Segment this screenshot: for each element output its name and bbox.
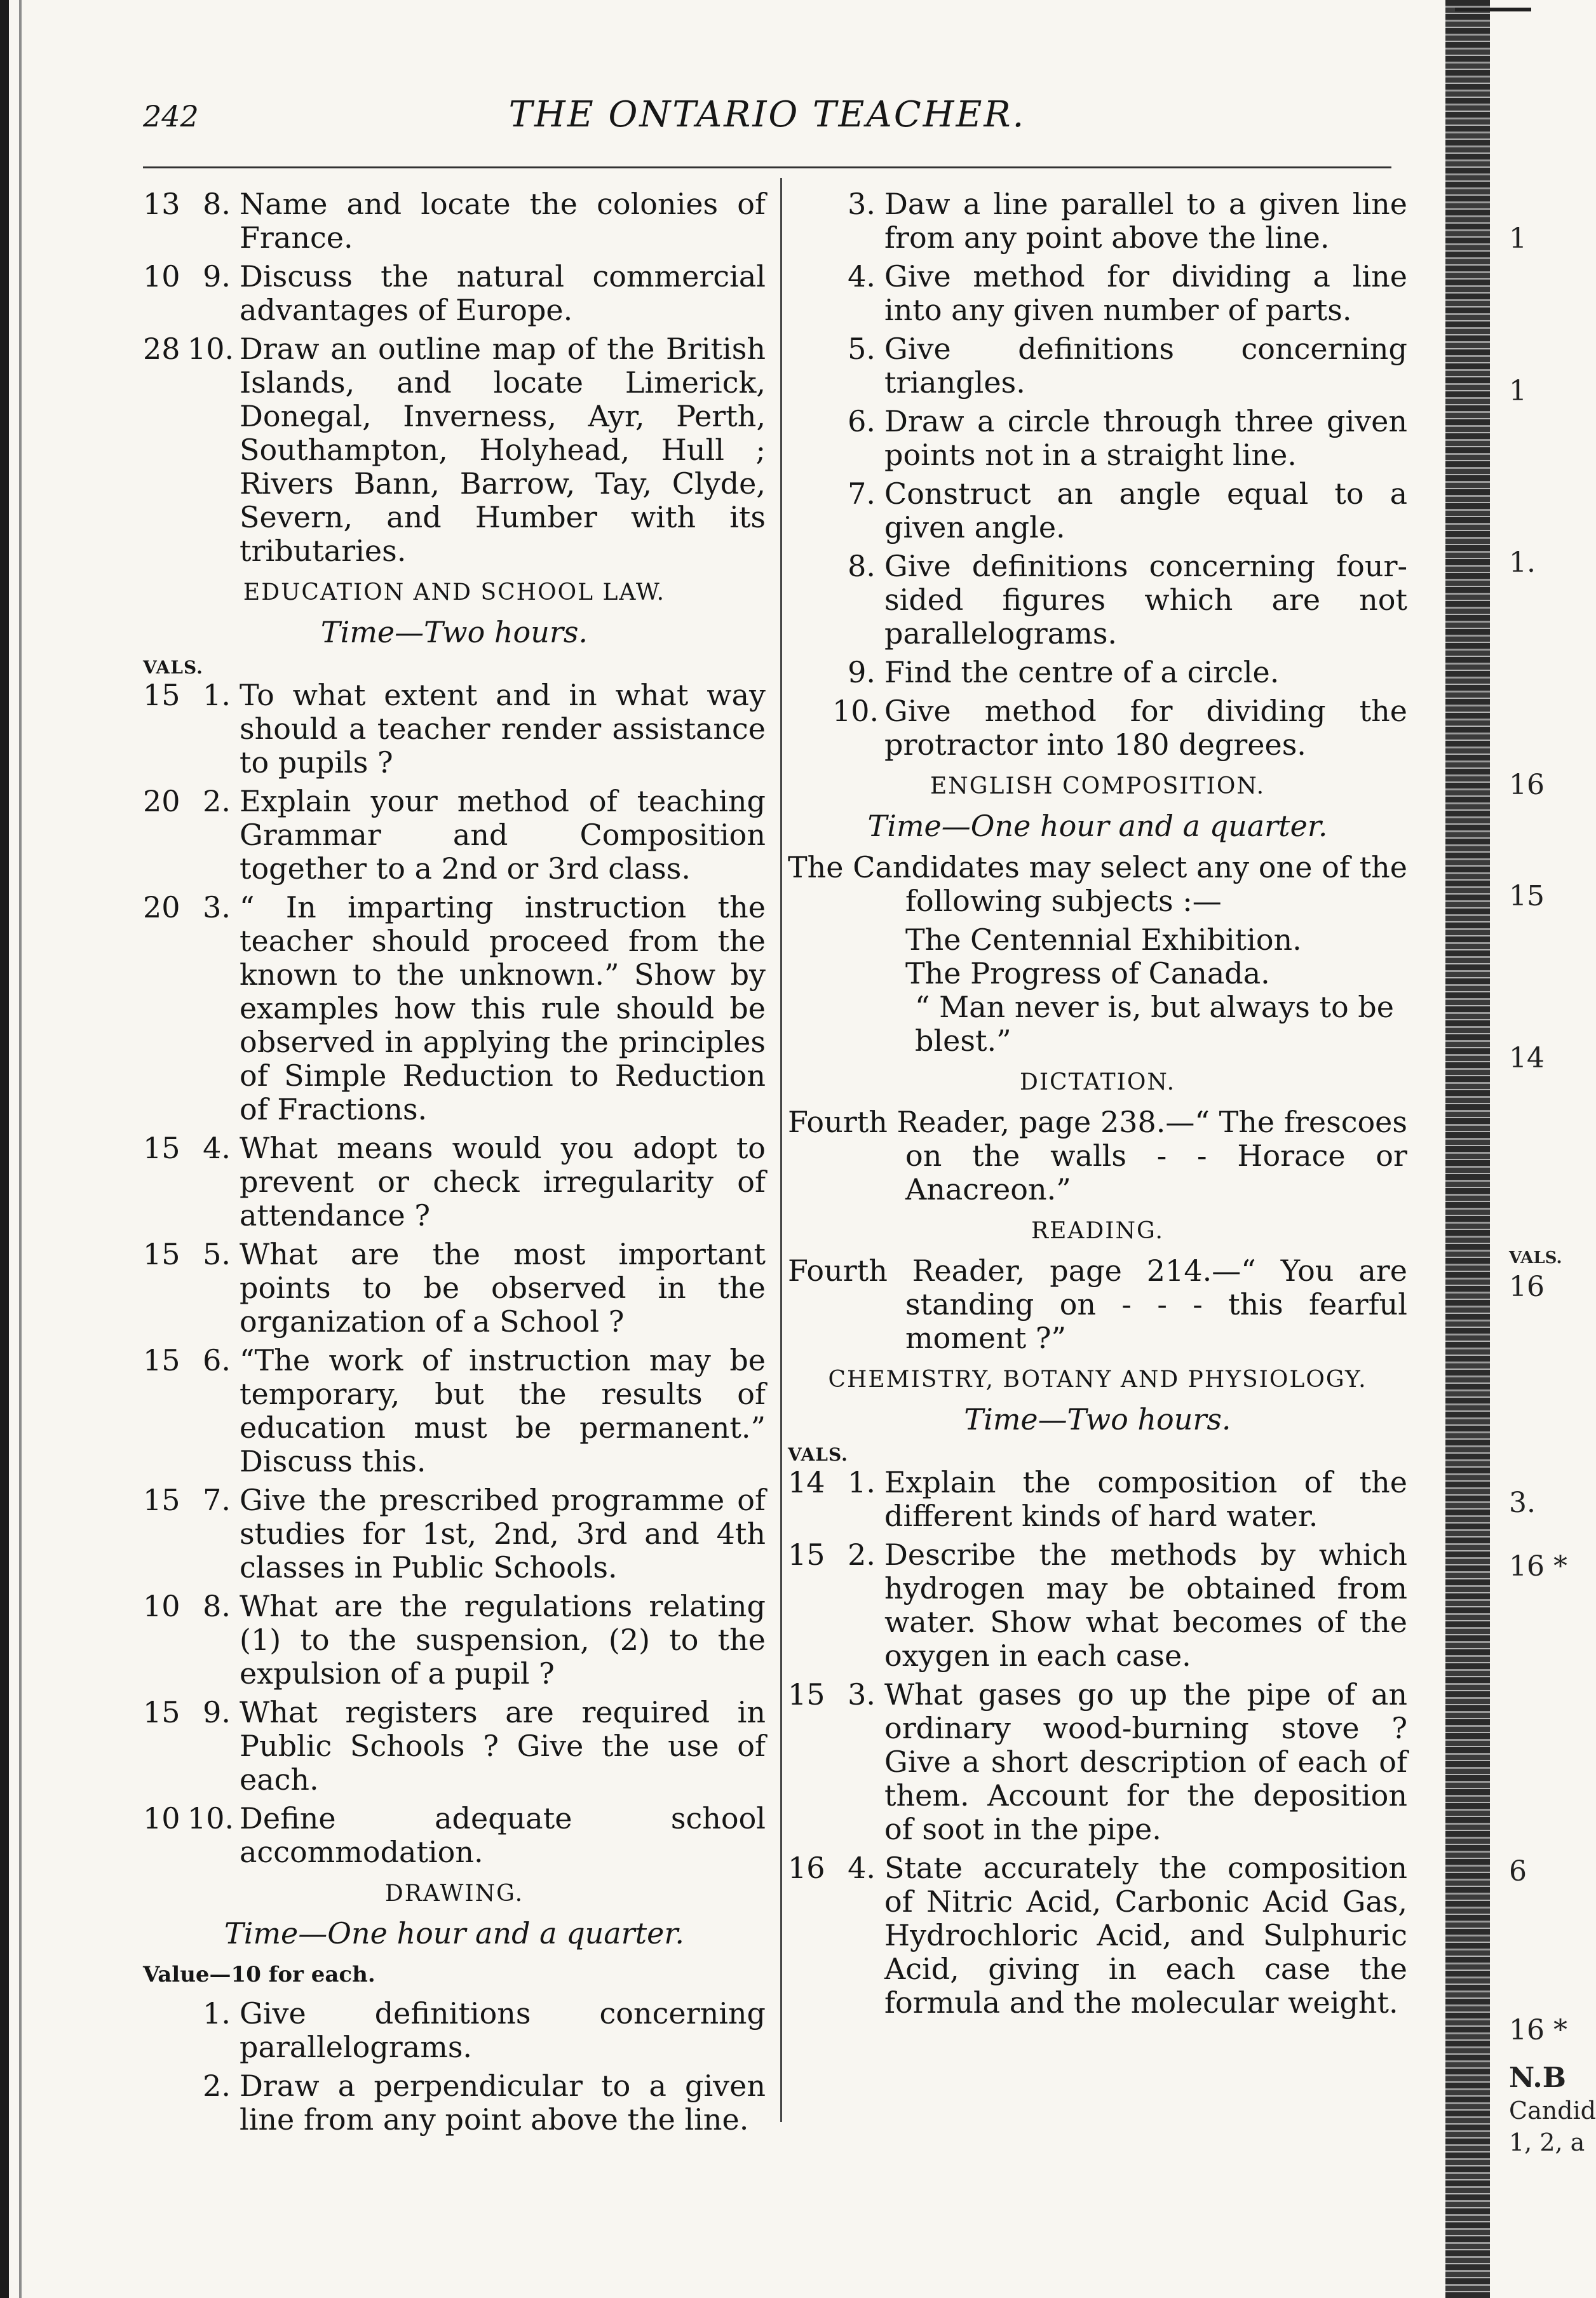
vals-label: VALS. bbox=[143, 657, 203, 678]
question-text: Name and locate the colonies of France. bbox=[240, 187, 766, 255]
question-text: Describe the methods by which hydrogen may be obtained from water. Show what becomes of the oxygen in each case. bbox=[884, 1538, 1407, 1673]
margin-fragment: 3. bbox=[1509, 1487, 1536, 1519]
question-number: 3. bbox=[848, 1677, 876, 1712]
question-value bbox=[143, 2069, 187, 2137]
question-item bbox=[143, 1802, 766, 1869]
question-number: 8. bbox=[203, 187, 231, 221]
time-composition: Time—One hour and a quarter. bbox=[867, 809, 1328, 843]
question-number: 7. bbox=[203, 1483, 231, 1517]
question-item bbox=[788, 656, 1407, 689]
question-item bbox=[143, 1997, 766, 2064]
question-text: Explain your method of teaching Grammar and Composition together to a 2nd or 3rd class. bbox=[240, 784, 766, 886]
question-number: 9. bbox=[203, 259, 231, 294]
question-text: State accurately the composition of Nitric Acid, Carbonic Acid Gas, Hydrochloric Acid, and Sulphuric Acid, giving in each case the formula and the molecular weight. bbox=[884, 1851, 1407, 2020]
question-number: 4. bbox=[848, 259, 876, 294]
question-number: 2. bbox=[203, 2069, 231, 2103]
margin-fragment: N.B bbox=[1509, 2062, 1566, 2094]
question-text: Give definitions concerning four-sided figures which are not parallelograms. bbox=[884, 549, 1407, 651]
question-value: 15 bbox=[788, 1538, 825, 1572]
question-text: Give definitions concerning parallelograms. bbox=[240, 1996, 766, 2064]
margin-fragment: 16 bbox=[1509, 1271, 1545, 1303]
composition-intro: The Candidates may select any one of the following subjects :— bbox=[788, 850, 1407, 918]
question-text: Draw an outline map of the British Islands, and locate Limerick, Donegal, Inverness, Ayr, Perth, Southampton, Holyhead, Hull ; Rivers Bann, Barrow, Tay, Clyde, Severn, and Humber with its tributaries. bbox=[240, 332, 766, 568]
dictation-text: Fourth Reader, page 238.—“ The frescoes on the walls - - Horace or Anacreon.” bbox=[788, 1105, 1407, 1206]
drawing-questions-left bbox=[143, 1997, 766, 2137]
question-number: 10. bbox=[832, 694, 879, 728]
margin-fragment: 14 bbox=[1509, 1042, 1545, 1074]
time-drawing: Time—One hour and a quarter. bbox=[224, 1916, 684, 1950]
question-text: Draw a perpendicular to a given line from any point above the line. bbox=[240, 2069, 766, 2137]
question-number: 8. bbox=[203, 1589, 231, 1623]
margin-fragment: 1, 2, a bbox=[1509, 2128, 1585, 2156]
question-text: “ In imparting instruction the teacher should proceed from the known to the unknown.” Show by examples how this rule should be observed in applying the principles of Simple Reduction to Reduction of Fractions. bbox=[240, 890, 766, 1126]
question-item bbox=[143, 2069, 766, 2137]
question-number: 2. bbox=[203, 784, 231, 818]
question-number: 7. bbox=[848, 476, 876, 511]
gutter-bleed bbox=[1445, 0, 1490, 2298]
margin-fragment: 16 * bbox=[1509, 1550, 1567, 1583]
question-value: 15 bbox=[143, 1131, 180, 1165]
question-value: 10 bbox=[143, 259, 180, 294]
book-spine-shadow bbox=[0, 0, 9, 2298]
question-item bbox=[788, 1538, 1407, 1673]
question-value: 20 bbox=[143, 890, 180, 924]
question-item bbox=[788, 332, 1407, 400]
composition-subject: “ Man never is, but always to be blest.” bbox=[915, 990, 1394, 1058]
question-text: Define adequate school accommodation. bbox=[240, 1801, 766, 1869]
running-title: THE ONTARIO TEACHER. bbox=[508, 94, 1026, 135]
question-value bbox=[788, 405, 832, 472]
question-item bbox=[788, 260, 1407, 327]
question-text: Give method for dividing a line into any given number of parts. bbox=[884, 259, 1407, 327]
question-value: 10 bbox=[143, 1801, 180, 1835]
question-text: Draw a circle through three given points not in a straight line. bbox=[884, 404, 1407, 472]
question-item bbox=[143, 332, 766, 568]
margin-fragment: 1 bbox=[1509, 222, 1527, 255]
question-item bbox=[788, 187, 1407, 255]
question-text: Give definitions concerning triangles. bbox=[884, 332, 1407, 400]
question-number: 10. bbox=[187, 332, 234, 366]
question-value: 10 bbox=[143, 1589, 180, 1623]
gutter-rule bbox=[1455, 8, 1531, 11]
drawing-questions-right bbox=[788, 187, 1407, 762]
section-heading-dictation: DICTATION. bbox=[1019, 1069, 1176, 1095]
question-text: What are the most important points to be observed in the organization of a School ? bbox=[240, 1237, 766, 1339]
question-number: 9. bbox=[203, 1695, 231, 1729]
value-note: Value—10 for each. bbox=[143, 1962, 375, 1987]
reading-text: Fourth Reader, page 214.—“ You are standing on - - - this fearful moment ?” bbox=[788, 1254, 1407, 1355]
question-number: 4. bbox=[848, 1851, 876, 1885]
question-number: 1. bbox=[203, 678, 231, 712]
question-text: Find the centre of a circle. bbox=[884, 655, 1280, 689]
question-item bbox=[143, 891, 766, 1126]
left-column bbox=[143, 187, 766, 2142]
question-item bbox=[143, 679, 766, 780]
question-number: 9. bbox=[848, 655, 876, 689]
margin-fragment: Candid bbox=[1509, 2097, 1596, 2125]
question-item bbox=[143, 260, 766, 327]
question-text: Discuss the natural commercial advantages of Europe. bbox=[240, 259, 766, 327]
question-text: What are the regulations relating (1) to the suspension, (2) to the expulsion of a pupil ? bbox=[240, 1589, 766, 1691]
margin-fragment: 16 bbox=[1509, 769, 1545, 801]
question-value: 28 bbox=[143, 332, 180, 366]
question-value: 15 bbox=[143, 1695, 180, 1729]
margin-fragment: 15 bbox=[1509, 880, 1545, 912]
question-value: 14 bbox=[788, 1465, 825, 1499]
composition-subject: The Centennial Exhibition. bbox=[905, 923, 1302, 957]
question-item bbox=[788, 1851, 1407, 2020]
question-number: 6. bbox=[203, 1343, 231, 1377]
education-questions bbox=[143, 679, 766, 1869]
question-value: 15 bbox=[143, 1343, 180, 1377]
question-value: 20 bbox=[143, 784, 180, 818]
question-number: 10. bbox=[187, 1801, 234, 1835]
time-education: Time—Two hours. bbox=[320, 615, 588, 649]
question-text: “The work of instruction may be temporary, but the results of education must be permanent.” Discuss this. bbox=[240, 1343, 766, 1478]
chemistry-questions bbox=[788, 1466, 1407, 2020]
right-column bbox=[788, 187, 1407, 2025]
question-value: 13 bbox=[143, 187, 180, 221]
composition-subject: The Progress of Canada. bbox=[905, 956, 1270, 990]
question-value bbox=[788, 656, 832, 689]
question-text: What registers are required in Public Schools ? Give the use of each. bbox=[240, 1695, 766, 1797]
question-value: 15 bbox=[788, 1677, 825, 1712]
question-item bbox=[788, 1466, 1407, 1533]
question-number: 8. bbox=[848, 549, 876, 583]
question-text: What gases go up the pipe of an ordinary wood-burning stove ? Give a short description of each of them. Account for the deposition of soot in the pipe. bbox=[884, 1677, 1407, 1846]
question-number: 4. bbox=[203, 1131, 231, 1165]
section-heading-education: EDUCATION AND SCHOOL LAW. bbox=[243, 579, 666, 605]
question-item bbox=[143, 1696, 766, 1797]
time-chemistry: Time—Two hours. bbox=[964, 1402, 1231, 1436]
question-value bbox=[143, 1997, 187, 2064]
question-item bbox=[143, 1344, 766, 1478]
question-text: Give the prescribed programme of studies for 1st, 2nd, 3rd and 4th classes in Public Schools. bbox=[240, 1483, 766, 1585]
question-item bbox=[788, 405, 1407, 472]
question-text: Construct an angle equal to a given angle. bbox=[884, 476, 1407, 544]
book-spine-line bbox=[19, 0, 22, 2298]
section-heading-drawing: DRAWING. bbox=[384, 1881, 524, 1907]
margin-fragment: 1 bbox=[1509, 375, 1527, 407]
question-item bbox=[143, 187, 766, 255]
question-number: 6. bbox=[848, 404, 876, 438]
question-item bbox=[788, 1678, 1407, 1846]
margin-fragment: 1. bbox=[1509, 546, 1536, 579]
question-value: 15 bbox=[143, 1483, 180, 1517]
question-text: Give method for dividing the protractor into 180 degrees. bbox=[884, 694, 1407, 762]
page-header bbox=[143, 94, 1391, 158]
question-value bbox=[788, 332, 832, 400]
page-number: 242 bbox=[143, 99, 199, 133]
question-number: 3. bbox=[203, 890, 231, 924]
question-item bbox=[143, 1132, 766, 1233]
question-item bbox=[788, 694, 1407, 762]
question-value: 15 bbox=[143, 1237, 180, 1271]
question-number: 5. bbox=[203, 1237, 231, 1271]
question-text: To what extent and in what way should a teacher render assistance to pupils ? bbox=[240, 678, 766, 780]
question-number: 5. bbox=[848, 332, 876, 366]
question-number: 1. bbox=[848, 1465, 876, 1499]
question-value bbox=[788, 477, 832, 544]
section-heading-reading: READING. bbox=[1031, 1218, 1164, 1244]
question-value bbox=[788, 694, 832, 762]
question-item bbox=[143, 1238, 766, 1339]
question-text: Daw a line parallel to a given line from any point above the line. bbox=[884, 187, 1407, 255]
vals-label: VALS. bbox=[788, 1444, 848, 1465]
geography-questions bbox=[143, 187, 766, 568]
question-item bbox=[143, 1590, 766, 1691]
margin-fragment: 16 * bbox=[1509, 2014, 1567, 2046]
question-number: 1. bbox=[203, 1996, 231, 2031]
question-text: What means would you adopt to prevent or check irregularity of attendance ? bbox=[240, 1131, 766, 1233]
question-number: 3. bbox=[848, 187, 876, 221]
question-value bbox=[788, 187, 832, 255]
question-item bbox=[143, 785, 766, 886]
question-value bbox=[788, 260, 832, 327]
question-text: Explain the composition of the different kinds of hard water. bbox=[884, 1465, 1407, 1533]
question-item bbox=[143, 1484, 766, 1585]
question-item bbox=[788, 477, 1407, 544]
section-heading-chemistry: CHEMISTRY, BOTANY AND PHYSIOLOGY. bbox=[828, 1367, 1367, 1393]
header-rule bbox=[143, 166, 1391, 168]
question-value: 16 bbox=[788, 1851, 825, 1885]
margin-fragment: VALS. bbox=[1509, 1248, 1562, 1267]
question-value: 15 bbox=[143, 678, 180, 712]
question-number: 2. bbox=[848, 1538, 876, 1572]
section-heading-composition: ENGLISH COMPOSITION. bbox=[930, 773, 1266, 799]
question-item bbox=[788, 550, 1407, 651]
margin-fragment: 6 bbox=[1509, 1855, 1527, 1888]
question-value bbox=[788, 550, 832, 651]
column-divider bbox=[780, 178, 782, 2122]
